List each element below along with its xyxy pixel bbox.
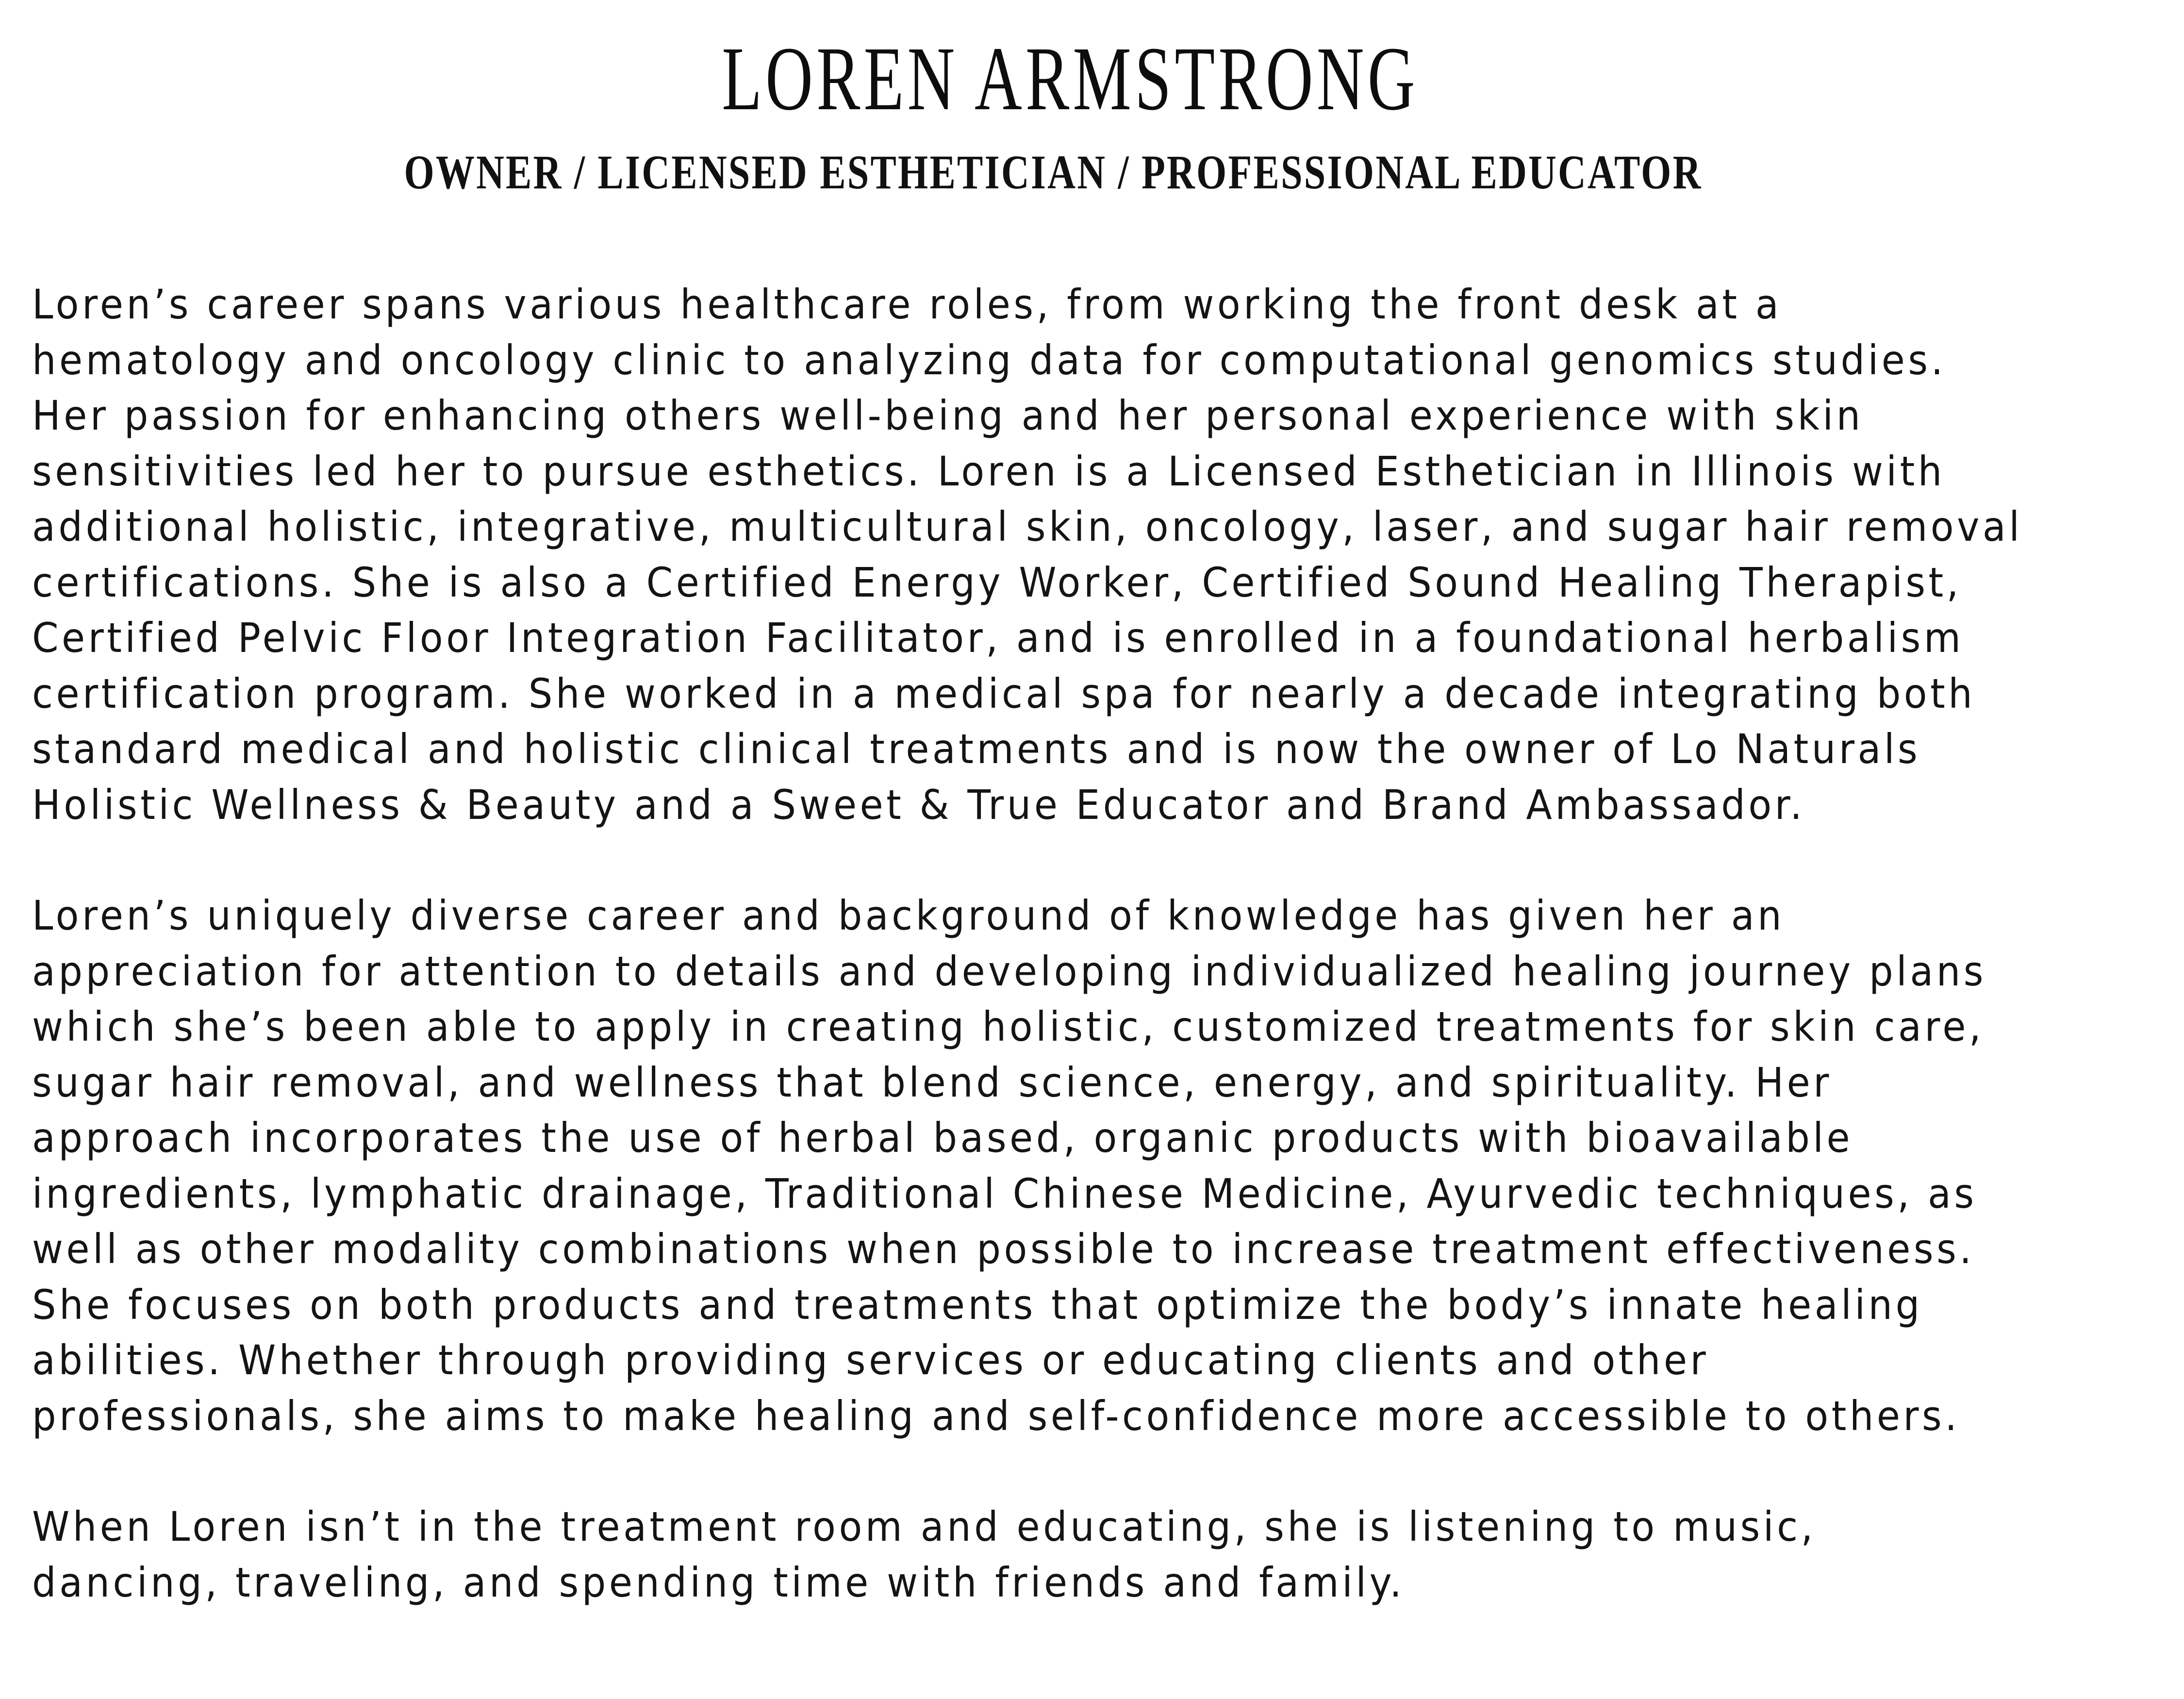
text-line: approach incorporates the use of herbal based, organic products with bioavailable [32, 1114, 1853, 1162]
text-line: ingredients, lymphatic drainage, Traditional Chinese Medicine, Ayurvedic techniques, as [32, 1169, 1977, 1217]
text-line: When Loren isn’t in the treatment room and educating, she is listening to music, [32, 1503, 1816, 1550]
text-line: standard medical and holistic clinical treatments and is now the owner of Lo Naturals [32, 725, 1921, 773]
text-line: professionals, she aims to make healing and self-confidence more accessible to others. [32, 1392, 1960, 1440]
text-line: well as other modality combinations when possible to increase treatment effectiveness. [32, 1225, 1975, 1273]
role-subtitle: OWNER / LICENSED ESTHETICIAN / PROFESSIONAL EDUCATOR [404, 145, 1703, 199]
bio-body [32, 277, 2167, 1610]
page-title: LOREN ARMSTRONG [722, 28, 1419, 129]
text-line: hematology and oncology clinic to analyzing data for computational genomics studies. [32, 336, 1946, 384]
text-line: abilities. Whether through providing services or educating clients and other [32, 1336, 1709, 1384]
text-line: dancing, traveling, and spending time with friends and family. [32, 1558, 1405, 1606]
bio-paragraph-personal [32, 1499, 2167, 1610]
text-line: Her passion for enhancing others well-being and her personal experience with skin [32, 392, 1864, 439]
text-line: appreciation for attention to details and developing individualized healing journey plans [32, 947, 1987, 995]
text-line: Loren’s career spans various healthcare roles, from working the front desk at a [32, 281, 1782, 328]
text-line: which she’s been able to apply in creating holistic, customized treatments for skin care, [32, 1003, 1985, 1050]
bio-paragraph-career [32, 277, 2167, 833]
text-line: Loren’s uniquely diverse career and background of knowledge has given her an [32, 892, 1785, 939]
text-line: sensitivities led her to pursue esthetics. Loren is a Licensed Esthetician in Illinois with [32, 447, 1945, 495]
text-line: additional holistic, integrative, multicultural skin, oncology, laser, and sugar hair removal [32, 503, 2023, 550]
bio-paragraph-approach [32, 888, 2167, 1444]
text-line: Certified Pelvic Floor Integration Facilitator, and is enrolled in a foundational herbalism [32, 614, 1964, 662]
text-line: certification program. She worked in a medical spa for nearly a decade integrating both [32, 669, 1976, 717]
text-line: Holistic Wellness & Beauty and a Sweet & True Educator and Brand Ambassador. [32, 781, 1805, 829]
text-line: sugar hair removal, and wellness that blend science, energy, and spirituality. Her [32, 1058, 1832, 1106]
text-line: certifications. She is also a Certified Energy Worker, Certified Sound Healing Therapist, [32, 558, 1962, 606]
text-line: She focuses on both products and treatments that optimize the body’s innate healing [32, 1281, 1923, 1329]
